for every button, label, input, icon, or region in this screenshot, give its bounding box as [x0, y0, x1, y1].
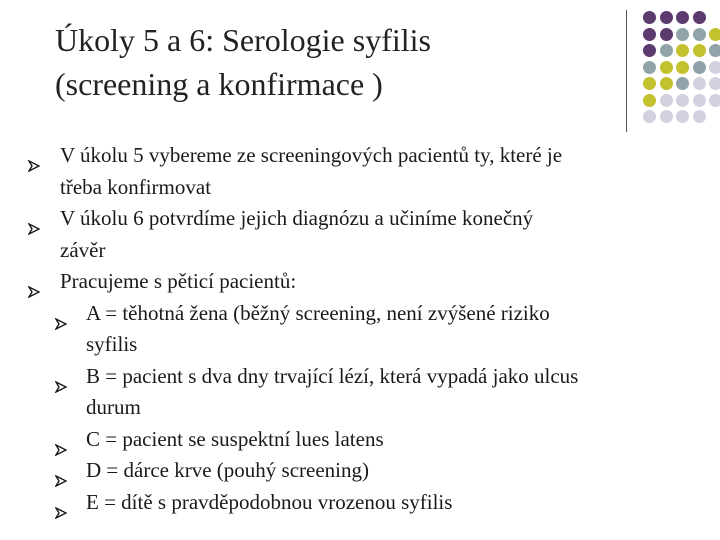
- bullet-text-line: V úkolu 6 potvrdíme jejich diagnózu a učiníme konečný: [60, 206, 534, 230]
- arrow-bullet-icon: [55, 465, 67, 477]
- decorative-dot: [693, 61, 706, 74]
- bullet-list: [28, 140, 708, 518]
- sub-bullet-item: [28, 424, 708, 456]
- decorative-dot: [676, 110, 689, 123]
- decorative-dot: [693, 28, 706, 41]
- sub-bullet-item: [28, 455, 708, 487]
- decorative-dot: [643, 61, 656, 74]
- decorative-dot: [643, 77, 656, 90]
- decorative-dot: [709, 44, 720, 57]
- bullet-text-line: durum: [86, 395, 141, 419]
- decorative-dot: [693, 94, 706, 107]
- bullet-item: [28, 203, 708, 266]
- vertical-divider: [626, 10, 627, 132]
- arrow-bullet-icon: [55, 434, 67, 446]
- decorative-dot: [676, 28, 689, 41]
- arrow-bullet-icon: [55, 308, 67, 320]
- bullet-text-line: Pracujeme s pěticí pacientů:: [60, 269, 297, 293]
- decorative-dot: [643, 44, 656, 57]
- bullet-text-line: syfilis: [86, 332, 138, 356]
- decorative-dot: [709, 61, 720, 74]
- decorative-dot: [643, 11, 656, 24]
- decorative-dot: [693, 77, 706, 90]
- decorative-dot: [660, 11, 673, 24]
- bullet-text-line: třeba konfirmovat: [60, 174, 212, 199]
- decorative-dot: [709, 28, 720, 41]
- decorative-dot: [709, 77, 720, 90]
- decorative-dot: [676, 44, 689, 57]
- decorative-dot: [660, 94, 673, 107]
- slide-title: [55, 18, 595, 106]
- decorative-dot: [709, 94, 720, 107]
- arrow-bullet-icon: [28, 276, 40, 288]
- decorative-dot: [660, 28, 673, 41]
- bullet-text-line: B = pacient s dva dny trvající lézí, která vypadá jako ulcus: [86, 363, 579, 388]
- arrow-bullet-icon: [28, 150, 40, 162]
- decorative-dot: [660, 77, 673, 90]
- bullet-item: [28, 266, 708, 298]
- decorative-dot: [660, 44, 673, 57]
- title-line-1: Úkoly 5 a 6: Serologie syfilis: [55, 22, 431, 58]
- decorative-dot: [643, 94, 656, 107]
- arrow-bullet-icon: [28, 213, 40, 225]
- sub-bullet-item: [28, 298, 708, 361]
- bullet-text-line: V úkolu 5 vybereme ze screeningových pacientů ty, které je: [60, 143, 563, 167]
- bullet-text-line: D = dárce krve (pouhý screening): [86, 458, 369, 482]
- decorative-dot: [676, 77, 689, 90]
- bullet-text-line: E = dítě s pravděpodobnou vrozenou syfilis: [86, 489, 453, 514]
- decorative-dot: [676, 11, 689, 24]
- bullet-text-line: C = pacient se suspektní lues latens: [86, 426, 384, 451]
- decorative-dot: [660, 110, 673, 123]
- decorative-dot: [643, 28, 656, 41]
- decorative-dot: [693, 44, 706, 57]
- title-line-2: (screening a konfirmace ): [55, 66, 383, 102]
- decorative-dot: [693, 110, 706, 123]
- decorative-dot: [660, 61, 673, 74]
- sub-bullet-item: [28, 487, 708, 519]
- bullet-item: [28, 140, 708, 203]
- decorative-dot: [676, 61, 689, 74]
- sub-bullet-item: [28, 361, 708, 424]
- decorative-dot: [693, 11, 706, 24]
- arrow-bullet-icon: [55, 497, 67, 509]
- bullet-text-line: závěr: [60, 237, 106, 262]
- decorative-dot: [676, 94, 689, 107]
- bullet-text-line: A = těhotná žena (běžný screening, není zvýšené riziko: [86, 300, 550, 325]
- arrow-bullet-icon: [55, 371, 67, 383]
- decorative-dot: [643, 110, 656, 123]
